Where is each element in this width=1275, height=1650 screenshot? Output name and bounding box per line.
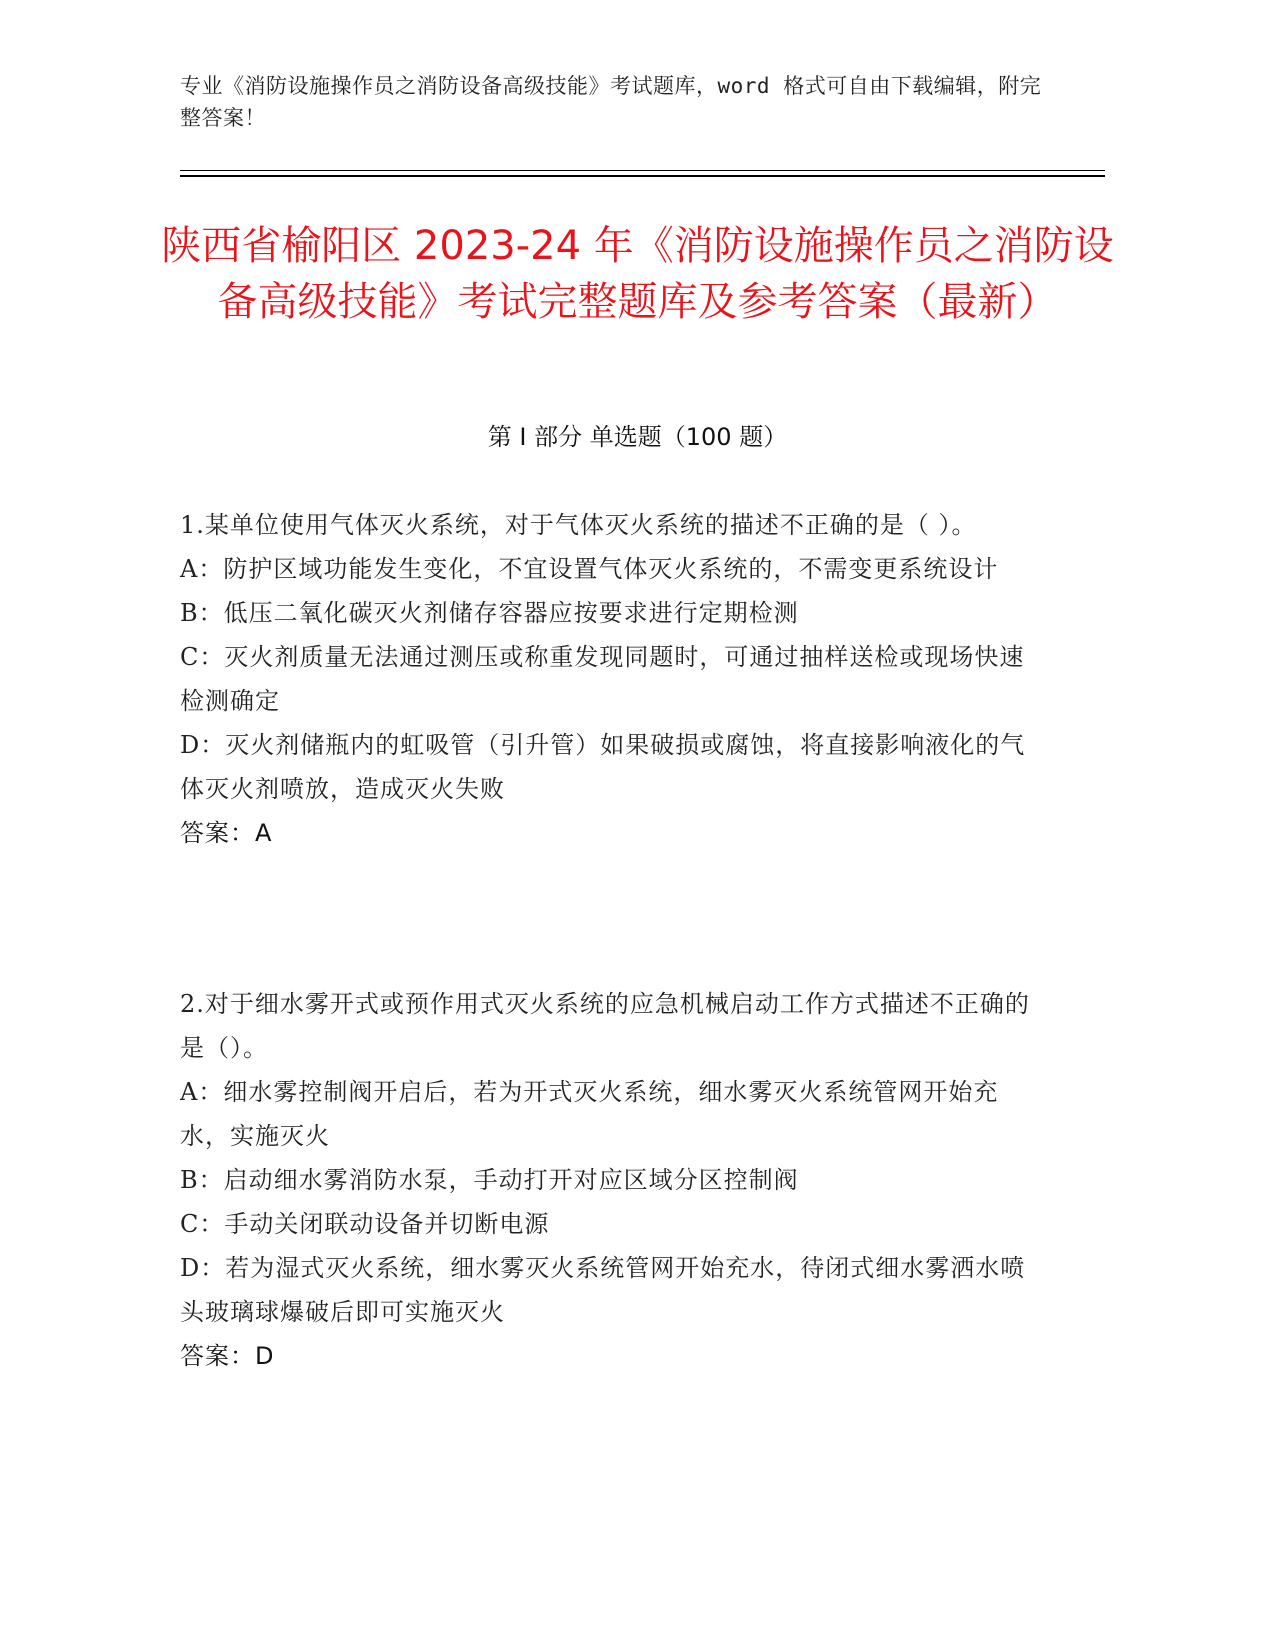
header-divider-thick [180, 175, 1105, 177]
option-d: D：若为湿式灭火系统，细水雾灭火系统管网开始充水，待闭式细水雾洒水喷头玻璃球爆破后即可实施灭火 [180, 1254, 1026, 1326]
option-a: A：防护区域功能发生变化，不宜设置气体灭火系统的，不需变更系统设计 [180, 555, 999, 583]
question-1 [180, 503, 1030, 855]
option-c: C：灭火剂质量无法通过测压或称重发现同题时，可通过抽样送检或现场快速检测确定 [180, 643, 1025, 715]
section-title: 第 I 部分 单选题（100 题） [487, 423, 788, 451]
header-note: 专业《消防设施操作员之消防设备高级技能》考试题库，word 格式可自由下载编辑，附完整答案！ [180, 74, 1042, 130]
question-stem: 1.某单位使用气体灭火系统，对于气体灭火系统的描述不正确的是（ ）。 [180, 511, 977, 539]
question-stem: 2.对于细水雾开式或预作用式灭火系统的应急机械启动工作方式描述不正确的是（）。 [180, 990, 1030, 1062]
answer: 答案：A [180, 819, 273, 847]
option-d: D：灭火剂储瓶内的虹吸管（引升管）如果破损或腐蚀，将直接影响液化的气体灭火剂喷放，造成灭火失败 [180, 731, 1026, 803]
option-a: A：细水雾控制阀开启后，若为开式灭火系统，细水雾灭火系统管网开始充水，实施灭火 [180, 1078, 999, 1150]
header-divider-thin [180, 170, 1105, 171]
question-2 [180, 982, 1030, 1378]
option-c: C：手动关闭联动设备并切断电源 [180, 1210, 550, 1238]
option-b: B：启动细水雾消防水泵，手动打开对应区域分区控制阀 [180, 1166, 799, 1194]
document-title: 陕西省榆阳区 2023-24 年《消防设施操作员之消防设备高级技能》考试完整题库及参考答案（最新） [161, 223, 1114, 325]
option-b: B：低压二氧化碳灭火剂储存容器应按要求进行定期检测 [180, 599, 799, 627]
answer: 答案：D [180, 1342, 275, 1370]
